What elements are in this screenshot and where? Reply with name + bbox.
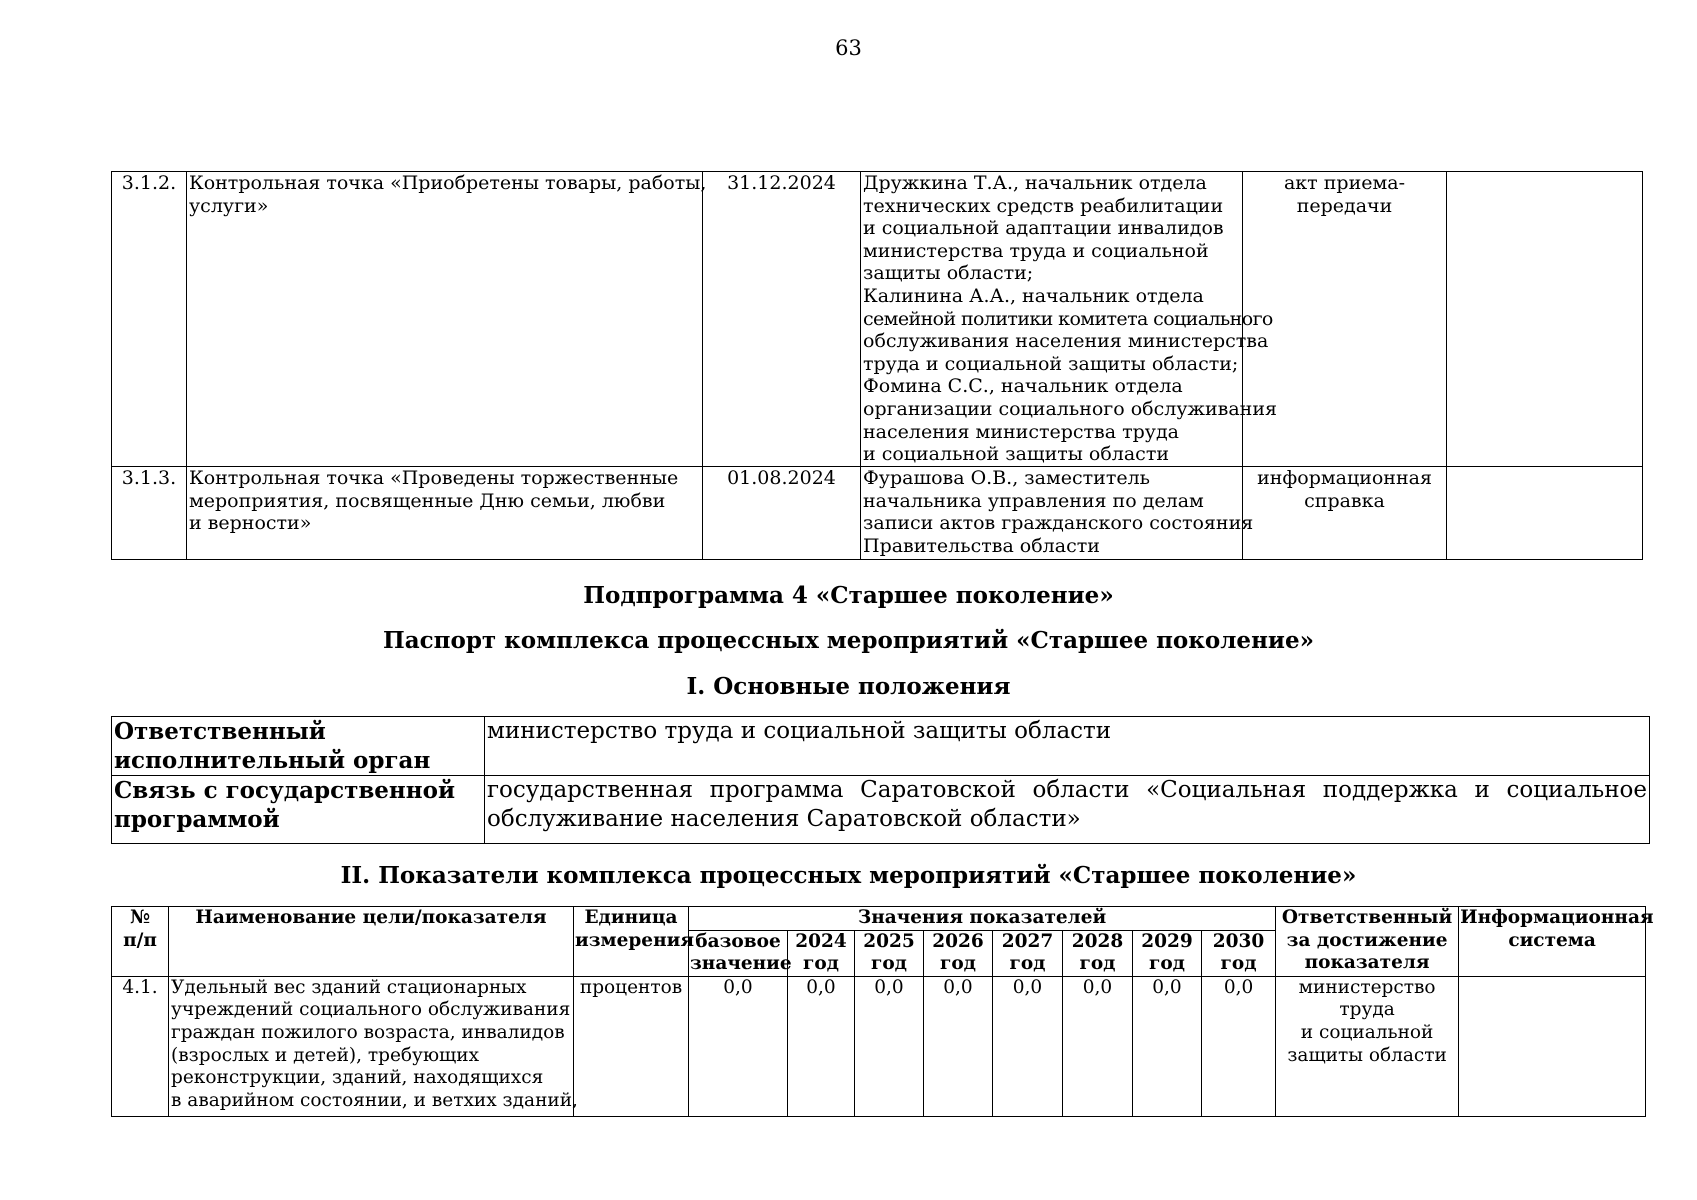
responsible-body-value: министерство труда и социальной защиты области	[485, 717, 1650, 776]
header-base-value: базовое значение	[689, 930, 788, 976]
indicator-value-2027: 0,0	[993, 976, 1063, 1116]
control-point-name: Контрольная точка «Проведены торжественные мероприятия, посвященные Дню семьи, любви и верности»	[187, 467, 703, 560]
table-row	[112, 467, 1643, 560]
table-row	[112, 172, 1643, 467]
indicator-base-value: 0,0	[689, 976, 788, 1116]
control-point-document: акт приема- передачи	[1243, 172, 1447, 467]
row-number: 3.1.2.	[112, 172, 187, 467]
control-point-date: 01.08.2024	[703, 467, 861, 560]
control-points-table	[111, 171, 1643, 560]
page-number: 63	[835, 36, 862, 60]
passport-title: Паспорт комплекса процессных мероприятий «Старшее поколение»	[383, 627, 1314, 654]
basic-provisions-table	[111, 716, 1650, 844]
table-row	[112, 717, 1650, 776]
control-point-extra	[1447, 172, 1643, 467]
section1-title: I. Основные положения	[686, 673, 1011, 700]
header-year-2029: 2029 год	[1133, 930, 1202, 976]
header-name: Наименование цели/показателя	[169, 907, 574, 977]
control-point-responsible: Дружкина Т.А., начальник отдела технических средств реабилитации и социальной адаптации инвалидов министерства труда и социальной защиты области; Калинина А.А., начальник отдела семейной политики комитета социального обслуживания населения министерства труда и социальной защиты области; Фомина С.С., начальник отдела организации социального обслуживания населения министерства труда и социальной защиты области	[861, 172, 1243, 467]
control-point-extra	[1447, 467, 1643, 560]
indicator-num: 4.1.	[112, 976, 169, 1116]
header-year-2030: 2030 год	[1202, 930, 1276, 976]
header-num: № п/п	[112, 907, 169, 977]
indicator-value-2030: 0,0	[1202, 976, 1276, 1116]
indicator-info-system	[1459, 976, 1646, 1116]
subprogram-title: Подпрограмма 4 «Старшее поколение»	[583, 582, 1114, 609]
header-responsible: Ответственный за достижение показателя	[1276, 907, 1459, 977]
indicator-value-2024: 0,0	[788, 976, 855, 1116]
indicator-name: Удельный вес зданий стационарных учреждений социального обслуживания граждан пожилого возраста, инвалидов (взрослых и детей), требующих реконструкции, зданий, находящихся в аварийном состоянии, и ветхих зданий,	[169, 976, 574, 1116]
control-point-date: 31.12.2024	[703, 172, 861, 467]
indicator-responsible: министерство труда и социальной защиты области	[1276, 976, 1459, 1116]
header-year-2025: 2025 год	[855, 930, 924, 976]
header-year-2027: 2027 год	[993, 930, 1063, 976]
indicator-value-2026: 0,0	[924, 976, 993, 1116]
header-unit: Единица измерения	[574, 907, 689, 977]
header-year-2024: 2024 год	[788, 930, 855, 976]
header-info-system: Информационная система	[1459, 907, 1646, 977]
indicator-unit: процентов	[574, 976, 689, 1116]
state-program-link-value: государственная программа Саратовской области «Социальная поддержка и социальное обслуживание населения Саратовской области»	[485, 776, 1650, 844]
indicators-table	[111, 906, 1654, 1117]
responsible-body-label: Ответственный исполнительный орган	[112, 717, 485, 776]
indicator-value-2029: 0,0	[1133, 976, 1202, 1116]
control-point-responsible: Фурашова О.В., заместитель начальника управления по делам записи актов гражданского состояния Правительства области	[861, 467, 1243, 560]
indicator-value-2028: 0,0	[1063, 976, 1133, 1116]
header-year-2026: 2026 год	[924, 930, 993, 976]
section2-title: II. Показатели комплекса процессных мероприятий «Старшее поколение»	[340, 862, 1357, 889]
header-values-group: Значения показателей	[689, 907, 1276, 931]
row-number: 3.1.3.	[112, 467, 187, 560]
indicator-value-2025: 0,0	[855, 976, 924, 1116]
state-program-link-label: Связь с государственной программой	[112, 776, 485, 844]
table-row	[112, 776, 1650, 844]
table-row	[112, 976, 1646, 1116]
header-year-2028: 2028 год	[1063, 930, 1133, 976]
control-point-document: информационная справка	[1243, 467, 1447, 560]
control-point-name: Контрольная точка «Приобретены товары, работы, услуги»	[187, 172, 703, 467]
